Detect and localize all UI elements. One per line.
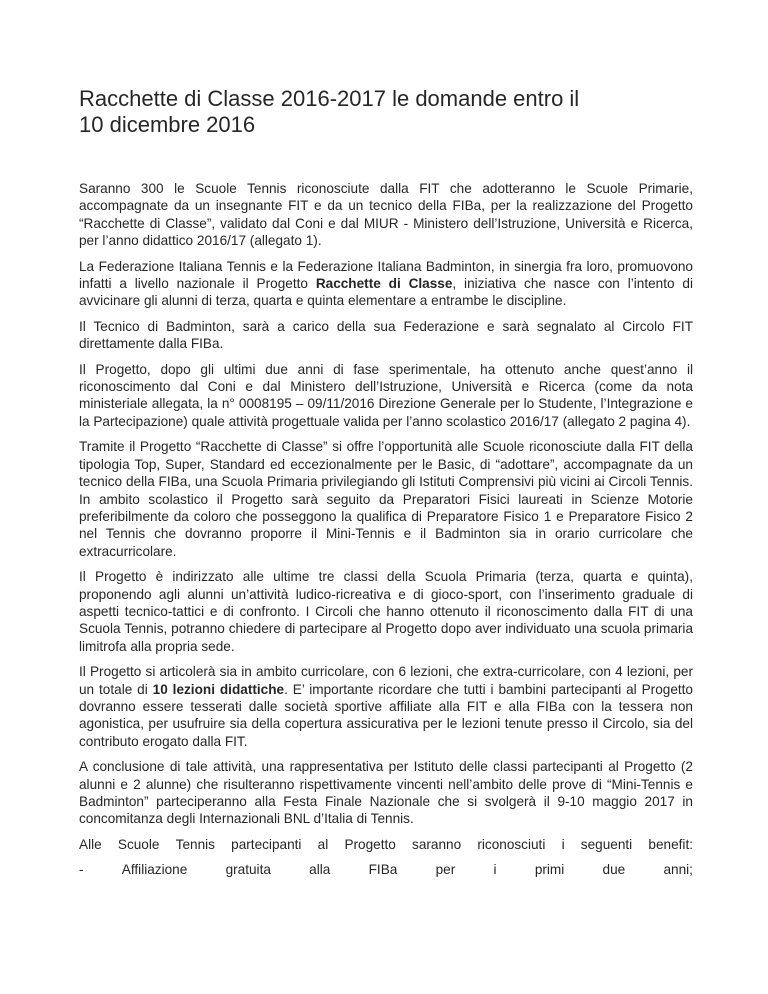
word: due <box>602 862 626 878</box>
article-body <box>79 180 693 887</box>
paragraph-2-text-b: , iniziativa che nasce con l’intento di avvicinare gli alunni di terza, quarta e quinta elementare a entrambe le discipline. <box>79 276 693 309</box>
word: seguenti <box>580 836 633 852</box>
paragraph-1: Saranno 300 le Scuole Tennis riconosciute dalla FIT che adotteranno le Scuole Primarie, accompagnate da un insegnante FIT e da un tecnico della FIBa, per la realizzazione del Progetto “Racchette di Classe”, validato dal Coni e dal MIUR - Ministero dell’Istruzione, Università e Ricerca, per l’anno didattico 2016/17 (allegato 1). <box>79 181 693 249</box>
word: Scuole <box>117 836 160 852</box>
paragraph-8: A conclusione di tale attività, una rappresentativa per Istituto delle classi partecipanti al Progetto (2 alunni e 2 alunne) che risulteranno rispettivamente vincenti nell’ambito delle prove di “Mini-Tennis e Badminton” parteciperanno alla Festa Finale Nazionale che si svolgerà il 9-10 maggio 2017 in concomitanza degli Internazionali BNL d’Italia di Tennis. <box>79 759 693 827</box>
paragraph-7-bold: 10 lezioni didattiche <box>152 681 285 697</box>
paragraph-2 <box>79 258 693 310</box>
benefit-intro-line <box>79 836 693 853</box>
paragraph-4: Il Progetto, dopo gli ultimi due anni di fase sperimentale, ha ottenuto anche quest’anno il riconoscimento dal Coni e dal Ministero dell’Istruzione, Università e Ricerca (come da nota ministeriale allegata, la n° 0008195 – 09/11/2016 Direzione Generale per lo Studente, l’Integrazione e la Partecipazione) quale attività progettuale valida per l’anno scolastico 2016/17 (allegato 2 pagina 4). <box>79 361 693 429</box>
word: gratuita <box>225 862 271 878</box>
paragraph-7-text-a: Il Progetto si articolerà sia in ambito curricolare, con 6 lezioni, che extra-curricolare, con 4 lezioni, per un totale di <box>79 664 693 697</box>
word: i <box>561 836 565 852</box>
word: saranno <box>412 836 462 852</box>
benefit-list-item <box>79 861 693 878</box>
paragraph-7 <box>79 663 693 750</box>
word: alla <box>309 862 331 878</box>
paragraph-6: Il Progetto è indirizzato alle ultime tre classi della Scuola Primaria (terza, quarta e quinta), proponendo agli alunni un’attività ludico-ricreativa e di gioco-sport, con l’inserimento graduale di aspetti tecnico-tattici e di confronto. I Circoli che hanno ottenuto il riconoscimento dalla FIT di una Scuola Tennis, potranno chiedere di partecipare al Progetto dopo aver individuato una scuola primaria limitrofa alla propria sede. <box>79 569 693 654</box>
word: Affiliazione <box>121 862 188 878</box>
word: per <box>435 862 456 878</box>
word: partecipanti <box>231 836 302 852</box>
paragraph-2-bold: Racchette di Classe <box>315 276 453 292</box>
word: riconosciuti <box>477 836 546 852</box>
page-title: Racchette di Classe 2016-2017 le domande entro il 10 dicembre 2016 <box>79 86 580 137</box>
paragraph-2-text-a: La Federazione Italiana Tennis e la Federazione Italiana Badminton, in sinergia fra loro, promuovono infatti a livello nazionale il Progetto <box>79 258 693 292</box>
list-bullet: - <box>79 862 84 878</box>
word: anni; <box>663 862 693 878</box>
paragraph-7-text-b: . E’ importante ricordare che tutti i bambini partecipanti al Progetto dovranno essere tesserati dalle società sportive affiliate alla FIT e alla FIBa con la tessera non agonistica, per usufruire sia della copertura assicurativa per le lezioni tenute presso il Circolo, sia del contributo erogato dalla FIT. <box>79 681 693 749</box>
word: Tennis <box>175 836 215 852</box>
word: Progetto <box>344 836 396 852</box>
word: al <box>317 836 329 852</box>
word: FIBa <box>368 862 398 878</box>
word: Alle <box>79 836 102 852</box>
paragraph-5: Tramite il Progetto “Racchette di Classe” si offre l’opportunità alle Scuole riconosciute dalla FIT della tipologia Top, Super, Standard ed eccezionalmente per le Basic, di “adottare”, accompagnate da un tecnico della FIBa, una Scuola Primaria privilegiando gli Istituti Comprensivi più vicini ai Circoli Tennis. In ambito scolastico il Progetto sarà seguito da Preparatori Fisici laureati in Scienze Motorie preferibilmente da coloro che posseggono la qualifica di Preparatore Fisico 1 e Preparatore Fisico 2 nel Tennis che dovranno proporre il Mini-Tennis e il Badminton sia in orario curricolare che extracurricolare. <box>79 439 693 559</box>
paragraph-3: Il Tecnico di Badminton, sarà a carico della sua Federazione e sarà segnalato al Circolo FIT direttamente dalla FIBa. <box>79 318 693 352</box>
word: primi <box>534 862 565 878</box>
word: benefit: <box>648 836 693 852</box>
word: i <box>493 862 497 878</box>
